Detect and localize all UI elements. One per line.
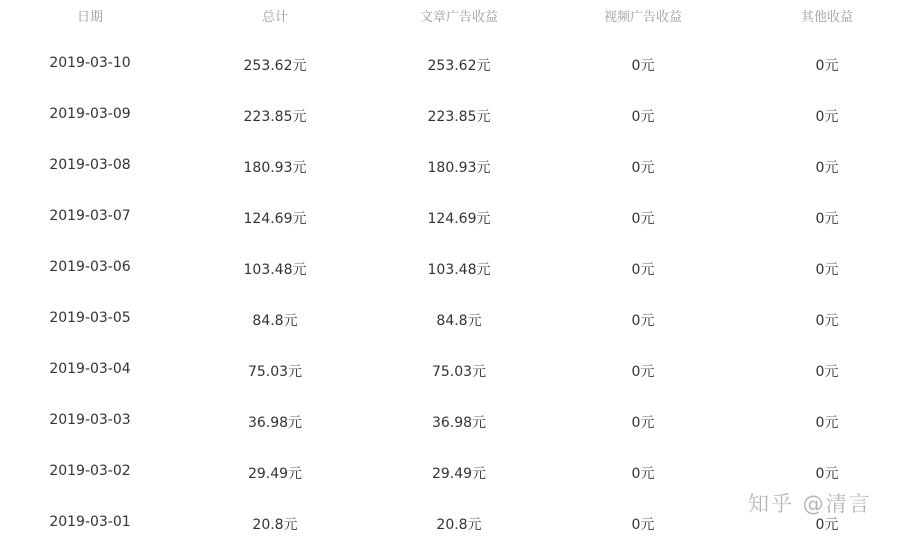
cell-date: 2019-03-07 [49, 208, 131, 224]
cell-article-ad: 36.98元 [431, 415, 487, 431]
header-video-ad-revenue: 视频广告收益 [603, 10, 682, 25]
cell-total: 223.85元 [243, 109, 307, 125]
cell-video-ad: 0元 [631, 466, 655, 482]
cell-video-ad: 0元 [631, 364, 655, 380]
cell-total: 84.8元 [252, 313, 298, 329]
cell-video-ad: 0元 [631, 58, 655, 74]
cell-article-ad: 29.49元 [431, 466, 487, 482]
cell-article-ad: 75.03元 [431, 364, 487, 380]
cell-article-ad: 103.48元 [427, 262, 491, 278]
cell-date: 2019-03-10 [49, 55, 131, 71]
cell-article-ad: 20.8元 [436, 517, 482, 533]
header-article-ad-revenue: 文章广告收益 [419, 10, 498, 25]
cell-article-ad: 124.69元 [427, 211, 491, 227]
cell-date: 2019-03-04 [49, 361, 131, 377]
cell-video-ad: 0元 [631, 415, 655, 431]
cell-video-ad: 0元 [631, 517, 655, 533]
cell-total: 75.03元 [247, 364, 303, 380]
cell-date: 2019-03-02 [49, 463, 131, 479]
cell-other: 0元 [815, 211, 839, 227]
cell-video-ad: 0元 [631, 160, 655, 176]
cell-article-ad: 253.62元 [427, 58, 491, 74]
table-row [0, 143, 916, 194]
cell-other: 0元 [815, 313, 839, 329]
cell-other: 0元 [815, 262, 839, 278]
cell-article-ad: 223.85元 [427, 109, 491, 125]
cell-date: 2019-03-08 [49, 157, 131, 173]
table-row [0, 92, 916, 143]
cell-total: 36.98元 [247, 415, 303, 431]
cell-total: 20.8元 [252, 517, 298, 533]
cell-date: 2019-03-01 [49, 514, 131, 530]
cell-other: 0元 [815, 466, 839, 482]
cell-date: 2019-03-05 [49, 310, 131, 326]
zhihu-watermark: 知乎 @清言 [748, 492, 872, 516]
header-total: 总计 [261, 10, 288, 25]
cell-date: 2019-03-03 [49, 412, 131, 428]
cell-other: 0元 [815, 58, 839, 74]
cell-video-ad: 0元 [631, 211, 655, 227]
table-row [0, 296, 916, 347]
cell-video-ad: 0元 [631, 262, 655, 278]
table-row [0, 194, 916, 245]
cell-article-ad: 84.8元 [436, 313, 482, 329]
cell-date: 2019-03-09 [49, 106, 131, 122]
table-row [0, 41, 916, 92]
cell-video-ad: 0元 [631, 109, 655, 125]
table-row [0, 398, 916, 449]
cell-other: 0元 [815, 364, 839, 380]
cell-total: 103.48元 [243, 262, 307, 278]
cell-other: 0元 [815, 517, 839, 533]
cell-total: 124.69元 [243, 211, 307, 227]
header-other-revenue: 其他收益 [800, 10, 853, 25]
header-date: 日期 [76, 10, 103, 25]
cell-total: 253.62元 [243, 58, 307, 74]
cell-article-ad: 180.93元 [427, 160, 491, 176]
table-row [0, 347, 916, 398]
cell-date: 2019-03-06 [49, 259, 131, 275]
cell-total: 29.49元 [247, 466, 303, 482]
table-header [0, 0, 916, 30]
table-body [0, 41, 916, 551]
cell-other: 0元 [815, 109, 839, 125]
cell-other: 0元 [815, 415, 839, 431]
cell-other: 0元 [815, 160, 839, 176]
cell-video-ad: 0元 [631, 313, 655, 329]
cell-total: 180.93元 [243, 160, 307, 176]
table-row [0, 245, 916, 296]
